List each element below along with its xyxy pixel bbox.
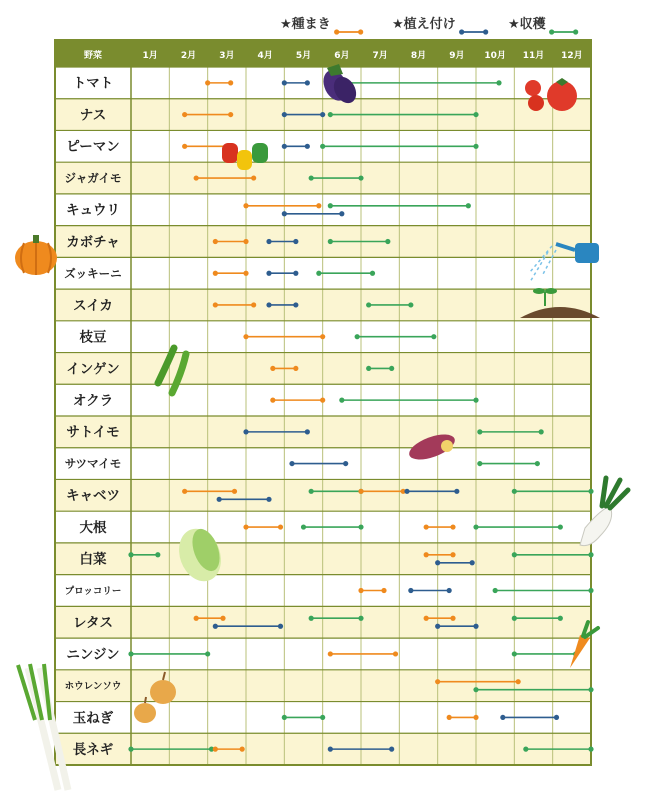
row-label: インゲン — [66, 361, 120, 378]
bar-end-dot — [473, 624, 478, 629]
row-label: プロッコリー — [64, 585, 122, 597]
month-label-4: 4月 — [257, 51, 273, 61]
legend — [280, 8, 640, 40]
bar-end-dot — [450, 552, 455, 557]
bar-end-dot — [370, 271, 375, 276]
bar-end-dot — [473, 715, 478, 720]
bar-start-dot — [493, 588, 498, 593]
bar-start-dot — [424, 616, 429, 621]
bar-end-dot — [205, 651, 210, 656]
bar-end-dot — [305, 80, 310, 85]
bar-start-dot — [424, 524, 429, 529]
bar-end-dot — [539, 429, 544, 434]
legend-swatch-dot — [358, 29, 363, 34]
row-label: 白菜 — [79, 551, 107, 568]
bar-end-dot — [320, 715, 325, 720]
bar-start-dot — [243, 429, 248, 434]
bar-end-dot — [358, 616, 363, 621]
month-label-5: 5月 — [295, 51, 312, 61]
bar-end-dot — [588, 552, 593, 557]
row-label: キャベツ — [66, 488, 120, 505]
bar-start-dot — [473, 687, 478, 692]
bar-start-dot — [408, 588, 413, 593]
header-bar — [55, 40, 591, 67]
row-label: レタス — [73, 615, 113, 632]
row-label: サトイモ — [66, 424, 120, 441]
bar-start-dot — [213, 302, 218, 307]
bar-start-dot — [128, 747, 133, 752]
month-label-8: 8月 — [410, 51, 427, 61]
row-label: キュウリ — [66, 202, 120, 219]
row-label: オクラ — [72, 392, 114, 409]
bar-start-dot — [512, 489, 517, 494]
bar-start-dot — [309, 489, 314, 494]
bar-end-dot — [473, 144, 478, 149]
bar-start-dot — [282, 144, 287, 149]
bar-start-dot — [213, 747, 218, 752]
bar-end-dot — [293, 271, 298, 276]
row-label: 玉ねぎ — [72, 710, 114, 727]
bar-start-dot — [358, 588, 363, 593]
month-label-6: 6月 — [334, 51, 350, 61]
row-label: 枝豆 — [79, 329, 107, 346]
bar-start-dot — [182, 144, 187, 149]
bar-start-dot — [128, 651, 133, 656]
bar-end-dot — [385, 239, 390, 244]
bar-start-dot — [435, 560, 440, 565]
bar-end-dot — [393, 651, 398, 656]
bar-start-dot — [328, 239, 333, 244]
bar-end-dot — [251, 302, 256, 307]
bar-start-dot — [435, 679, 440, 684]
bar-end-dot — [358, 524, 363, 529]
bar-start-dot — [523, 747, 528, 752]
bar-start-dot — [194, 616, 199, 621]
month-label-2: 2月 — [180, 51, 197, 61]
bar-start-dot — [512, 651, 517, 656]
bar-start-dot — [289, 461, 294, 466]
bar-end-dot — [496, 80, 501, 85]
bar-end-dot — [243, 271, 248, 276]
bar-start-dot — [424, 552, 429, 557]
bar-end-dot — [343, 461, 348, 466]
bar-start-dot — [182, 489, 187, 494]
bar-start-dot — [243, 334, 248, 339]
month-label-3: 3月 — [219, 51, 235, 61]
bar-end-dot — [588, 489, 593, 494]
bar-end-dot — [389, 366, 394, 371]
bar-end-dot — [293, 239, 298, 244]
bar-start-dot — [320, 144, 325, 149]
bar-end-dot — [473, 398, 478, 403]
month-label-12: 12月 — [561, 51, 583, 61]
bar-start-dot — [213, 624, 218, 629]
bar-start-dot — [194, 175, 199, 180]
bar-start-dot — [512, 552, 517, 557]
legend-item-sow — [280, 16, 363, 35]
bar-end-dot — [320, 112, 325, 117]
bar-end-dot — [155, 552, 160, 557]
legend-swatch-dot — [549, 29, 554, 34]
bar-start-dot — [266, 239, 271, 244]
bar-end-dot — [293, 302, 298, 307]
bar-end-dot — [358, 175, 363, 180]
bar-end-dot — [389, 747, 394, 752]
legend-swatch-dot — [334, 29, 339, 34]
bar-start-dot — [128, 552, 133, 557]
bar-start-dot — [328, 112, 333, 117]
bar-start-dot — [282, 715, 287, 720]
bar-end-dot — [431, 334, 436, 339]
bar-start-dot — [266, 302, 271, 307]
bar-start-dot — [404, 489, 409, 494]
bar-end-dot — [251, 175, 256, 180]
bar-end-dot — [305, 144, 310, 149]
bar-start-dot — [328, 203, 333, 208]
bar-start-dot — [282, 80, 287, 85]
legend-label: ★収穫 — [508, 17, 546, 32]
month-label-1: 1月 — [142, 51, 158, 61]
bar-end-dot — [240, 747, 245, 752]
row-label: ホウレンソウ — [64, 681, 122, 693]
bar-end-dot — [516, 679, 521, 684]
row-label: ナス — [79, 107, 107, 124]
bar-start-dot — [270, 398, 275, 403]
row-label: サツマイモ — [64, 456, 122, 471]
bar-end-dot — [316, 203, 321, 208]
legend-swatch-dot — [573, 29, 578, 34]
row-label: 大根 — [79, 519, 107, 536]
bar-start-dot — [270, 366, 275, 371]
bar-end-dot — [381, 588, 386, 593]
bar-start-dot — [366, 366, 371, 371]
bar-start-dot — [358, 489, 363, 494]
row-label: ジャガイモ — [64, 171, 122, 186]
bar-end-dot — [228, 80, 233, 85]
bar-end-dot — [470, 560, 475, 565]
pumpkin-icon — [15, 235, 57, 275]
bar-start-dot — [512, 616, 517, 621]
corner-label: 野菜 — [83, 51, 103, 61]
bar-end-dot — [447, 588, 452, 593]
legend-swatch-dot — [483, 29, 488, 34]
bar-start-dot — [477, 429, 482, 434]
bar-start-dot — [366, 302, 371, 307]
bar-start-dot — [355, 334, 360, 339]
row-label: トマト — [72, 75, 114, 92]
bar-end-dot — [408, 302, 413, 307]
bar-end-dot — [535, 461, 540, 466]
month-label-10: 10月 — [484, 51, 506, 61]
bar-start-dot — [435, 624, 440, 629]
legend-item-harvest — [508, 16, 578, 35]
bar-start-dot — [243, 524, 248, 529]
legend-label: ★種まき — [280, 17, 331, 32]
bar-start-dot — [282, 112, 287, 117]
bar-start-dot — [309, 175, 314, 180]
bar-end-dot — [588, 687, 593, 692]
bar-end-dot — [232, 489, 237, 494]
bar-end-dot — [588, 588, 593, 593]
row-label: 長ネギ — [72, 741, 114, 758]
row-label: ズッキーニ — [64, 266, 122, 281]
bar-end-dot — [558, 524, 563, 529]
bar-start-dot — [447, 715, 452, 720]
bar-start-dot — [477, 461, 482, 466]
row-label: カボチャ — [66, 234, 120, 251]
bar-end-dot — [228, 112, 233, 117]
bar-start-dot — [301, 524, 306, 529]
bar-start-dot — [213, 271, 218, 276]
bar-start-dot — [316, 271, 321, 276]
bar-end-dot — [558, 616, 563, 621]
bar-end-dot — [293, 366, 298, 371]
bar-start-dot — [500, 715, 505, 720]
bar-start-dot — [328, 747, 333, 752]
bar-start-dot — [182, 112, 187, 117]
bar-start-dot — [282, 211, 287, 216]
bar-start-dot — [473, 524, 478, 529]
legend-item-plant — [392, 16, 488, 35]
bar-start-dot — [328, 651, 333, 656]
month-label-7: 7月 — [372, 51, 388, 61]
bar-end-dot — [450, 524, 455, 529]
bar-end-dot — [473, 112, 478, 117]
bar-start-dot — [205, 80, 210, 85]
bar-end-dot — [278, 524, 283, 529]
bar-end-dot — [554, 715, 559, 720]
bar-start-dot — [309, 616, 314, 621]
bar-end-dot — [450, 616, 455, 621]
bar-start-dot — [213, 239, 218, 244]
bar-end-dot — [220, 616, 225, 621]
bar-end-dot — [588, 747, 593, 752]
legend-swatch-dot — [459, 29, 464, 34]
bar-end-dot — [305, 429, 310, 434]
bar-end-dot — [320, 334, 325, 339]
bar-end-dot — [243, 239, 248, 244]
row-label: ニンジン — [66, 646, 120, 663]
month-label-11: 11月 — [522, 51, 545, 61]
bar-start-dot — [266, 271, 271, 276]
bar-start-dot — [339, 398, 344, 403]
bar-start-dot — [217, 497, 222, 502]
bar-start-dot — [243, 203, 248, 208]
bar-end-dot — [266, 497, 271, 502]
bar-end-dot — [466, 203, 471, 208]
month-label-9: 9月 — [449, 51, 465, 61]
legend-label: ★植え付け — [392, 17, 456, 32]
bar-end-dot — [278, 624, 283, 629]
bar-end-dot — [339, 211, 344, 216]
row-label: スイカ — [73, 297, 113, 314]
row-label: ピーマン — [66, 139, 120, 156]
bar-end-dot — [320, 398, 325, 403]
bar-end-dot — [454, 489, 459, 494]
